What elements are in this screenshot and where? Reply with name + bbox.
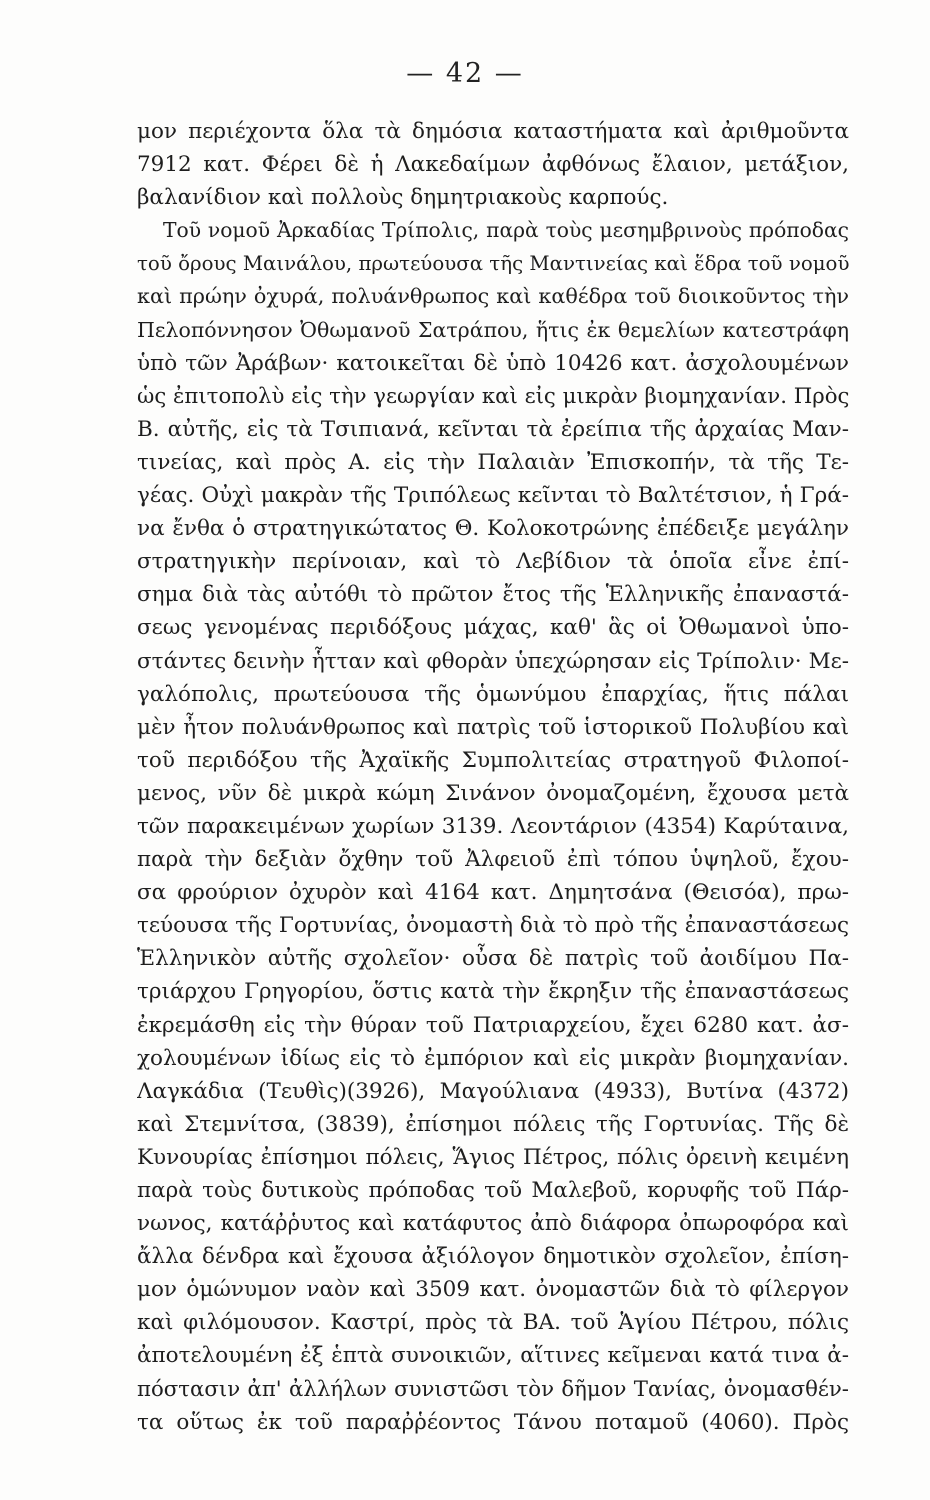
text-line: βαλανίδιον καὶ πολλοὺς δημητριακοὺς καρπούς. bbox=[137, 185, 669, 211]
text-line: Λαγκάδια (Τευθὶς)(3926), Μαγούλιανα (4933), Βυτίνα (4372) bbox=[137, 1078, 849, 1104]
text-line: καὶ Στεμνίτσα, (3839), ἐπίσημοι πόλεις τῆς Γορτυνίας. Τῆς δὲ bbox=[137, 1111, 849, 1137]
text-line: ἀποτελουμένη ἐξ ἑπτὰ συνοικιῶν, αἵτινες κεῖμεναι κατά τινα ἀ- bbox=[137, 1343, 849, 1369]
text-line: Ἑλληνικὸν αὐτῆς σχολεῖον· οὖσα δὲ πατρὶς τοῦ ἀοιδίμου Πα- bbox=[137, 946, 849, 972]
text-line: 7912 κατ. Φέρει δὲ ἡ Λακεδαίμων ἀφθόνως ἔλαιον, μετάξιον, bbox=[137, 152, 849, 178]
text-line: στάντες δεινὴν ἧτταν καὶ φθορὰν ὑπεχώρησαν εἰς Τρίπολιν· Με- bbox=[137, 648, 849, 674]
text-line: παρὰ τὴν δεξιὰν ὄχθην τοῦ Ἀλφειοῦ ἐπὶ τόπου ὑψηλοῦ, ἔχου- bbox=[137, 847, 849, 873]
text-line: σεως γενομένας περιδόξους μάχας, καθ' ἃς οἱ Ὀθωμανοὶ ὑπο- bbox=[137, 615, 849, 641]
text-line: μενος, νῦν δὲ μικρὰ κώμη Σινάνον ὀνομαζομένη, ἔχουσα μετὰ bbox=[137, 780, 849, 806]
text-line: Τοῦ νομοῦ Ἀρκαδίας Τρίπολις, παρὰ τοὺς μεσημβρινοὺς πρόποδας bbox=[163, 218, 849, 243]
text-line: τεύουσα τῆς Γορτυνίας, ὀνομαστὴ διὰ τὸ πρὸ τῆς ἐπαναστάσεως bbox=[137, 913, 849, 939]
text-line: τῶν παρακειμένων χωρίων 3139. Λεοντάριον (4354) Καρύταινα, bbox=[137, 813, 849, 839]
text-line: νωνος, κατάῤῥυτος καὶ κατάφυτος ἀπὸ διάφορα ὀπωροφόρα καὶ bbox=[137, 1211, 849, 1237]
text-line: καὶ φιλόμουσον. Καστρί, πρὸς τὰ ΒΑ. τοῦ Ἁγίου Πέτρου, πόλις bbox=[137, 1310, 849, 1336]
text-line: παρὰ τοὺς δυτικοὺς πρόποδας τοῦ Μαλεβοῦ, κορυφῆς τοῦ Πάρ- bbox=[137, 1178, 849, 1203]
text-line: να ἔνθα ὁ στρατηγικώτατος Θ. Κολοκοτρώνης ἐπέδειξε μεγάλην bbox=[137, 516, 849, 542]
page-number: — 42 — bbox=[406, 58, 524, 89]
text-line: Πελοπόννησον Ὀθωμανοῦ Σατράπου, ἥτις ἐκ θεμελίων κατεστράφη bbox=[137, 317, 849, 342]
text-line: τινείας, καὶ πρὸς Α. εἰς τὴν Παλαιὰν Ἐπισκοπήν, τὰ τῆς Τε- bbox=[137, 449, 849, 475]
text-line: ὑπὸ τῶν Ἀράβων· κατοικεῖται δὲ ὑπὸ 10426 κατ. ἀσχολουμένων bbox=[137, 350, 849, 376]
text-line: μον ὁμώνυμον ναὸν καὶ 3509 κατ. ὀνομαστῶν διὰ τὸ φίλεργον bbox=[137, 1277, 849, 1303]
text-line: σημα διὰ τὰς αὐτόθι τὸ πρῶτον ἔτος τῆς Ἑλληνικῆς ἐπαναστά- bbox=[137, 582, 849, 608]
text-line: ἐκρεμάσθη εἰς τὴν θύραν τοῦ Πατριαρχείου, ἔχει 6280 κατ. ἀσ- bbox=[137, 1012, 849, 1038]
text-line: σα φρούριον ὀχυρὸν καὶ 4164 κατ. Δημητσάνα (Θεισόα), πρω- bbox=[137, 880, 849, 906]
text-line: γαλόπολις, πρωτεύουσα τῆς ὁμωνύμου ἐπαρχίας, ἥτις πάλαι bbox=[137, 681, 849, 707]
text-line: τοῦ ὄρους Μαινάλου, πρωτεύουσα τῆς Μαντινείας καὶ ἕδρα τοῦ νομοῦ bbox=[137, 252, 849, 276]
text-line: Β. αὐτῆς, εἰς τὰ Τσιπιανά, κεῖνται τὰ ἐρείπια τῆς ἀρχαίας Μαν- bbox=[137, 416, 849, 442]
text-line: στρατηγικὴν περίνοιαν, καὶ τὸ Λεβίδιον τὰ ὁποῖα εἶνε ἐπί- bbox=[137, 549, 849, 575]
text-line: τοῦ περιδόξου τῆς Ἀχαϊκῆς Συμπολιτείας στρατηγοῦ Φιλοποί- bbox=[137, 747, 849, 773]
text-line: τα οὕτως ἐκ τοῦ παραῤῥέοντος Τάνου ποταμοῦ (4060). Πρὸς bbox=[137, 1409, 849, 1435]
text-line: ὡς ἐπιτοπολὺ εἰς τὴν γεωργίαν καὶ εἰς μικρὰν βιομηχανίαν. Πρὸς bbox=[137, 383, 849, 409]
text-line: πόστασιν ἀπ' ἀλλήλων συνιστῶσι τὸν δῆμον Τανίας, ὀνομασθέν- bbox=[137, 1376, 849, 1402]
text-line: Κυνουρίας ἐπίσημοι πόλεις, Ἅγιος Πέτρος, πόλις ὀρεινὴ κειμένη bbox=[137, 1144, 849, 1170]
text-line: καὶ πρώην ὀχυρά, πολυάνθρωπος καὶ καθέδρα τοῦ διοικοῦντος τὴν bbox=[137, 284, 849, 309]
text-line: χολουμένων ἰδίως εἰς τὸ ἐμπόριον καὶ εἰς μικρὰν βιομηχανίαν. bbox=[137, 1045, 849, 1071]
text-line: τριάρχου Γρηγορίου, ὅστις κατὰ τὴν ἔκρηξιν τῆς ἐπαναστάσεως bbox=[137, 979, 849, 1005]
text-line: μὲν ἦτον πολυάνθρωπος καὶ πατρὶς τοῦ ἱστορικοῦ Πολυβίου καὶ bbox=[137, 714, 849, 740]
text-line: ἄλλα δένδρα καὶ ἔχουσα ἀξιόλογον δημοτικὸν σχολεῖον, ἐπίση- bbox=[137, 1244, 849, 1270]
text-line: γέας. Οὐχὶ μακρὰν τῆς Τριπόλεως κεῖνται τὸ Βαλτέτσιον, ἡ Γρά- bbox=[137, 483, 849, 509]
text-line: μον περιέχοντα ὅλα τὰ δημόσια καταστήματα καὶ ἀριθμοῦντα bbox=[137, 119, 849, 144]
body-text bbox=[137, 115, 849, 1439]
